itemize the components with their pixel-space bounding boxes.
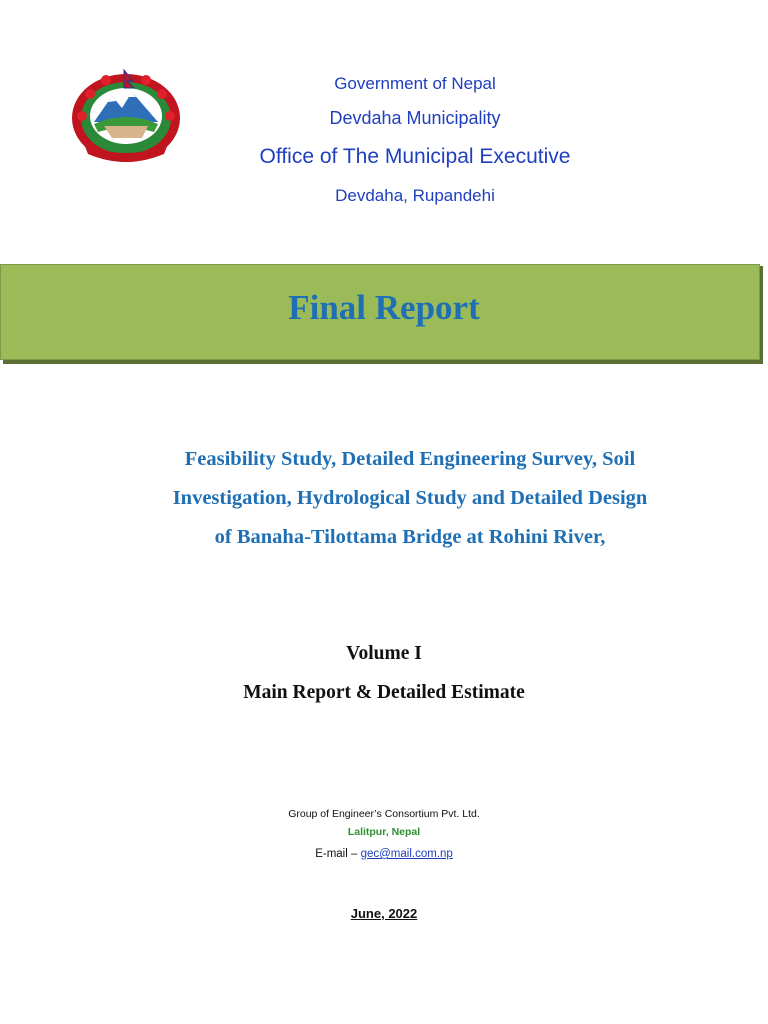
email-link[interactable]: gec@mail.com.np [360, 848, 453, 860]
consultant-name: Group of Engineer’s Consortium Pvt. Ltd. [288, 808, 480, 820]
volume-title: Main Report & Detailed Estimate [243, 682, 525, 703]
volume-number: Volume I [346, 643, 422, 664]
project-subject [90, 440, 730, 557]
subject-line: Investigation, Hydrological Study and Detailed Design [172, 487, 648, 509]
consultant-email-line [0, 848, 768, 860]
municipality-title: Devdaha Municipality [329, 108, 501, 128]
email-label: E-mail – [315, 848, 361, 860]
office-title: Office of The Municipal Executive [259, 145, 571, 168]
report-title: Final Report [288, 288, 480, 327]
location-title: Devdaha, Rupandehi [335, 186, 495, 205]
government-title: Government of Nepal [334, 74, 496, 93]
subject-line: Feasibility Study, Detailed Engineering Survey, Soil [184, 448, 636, 470]
consultant-city: Lalitpur, Nepal [347, 826, 421, 838]
subject-line: of Banaha-Tilottama Bridge at Rohini River, [214, 526, 606, 548]
report-date: June, 2022 [350, 906, 418, 921]
nepal-emblem-icon [68, 66, 184, 166]
